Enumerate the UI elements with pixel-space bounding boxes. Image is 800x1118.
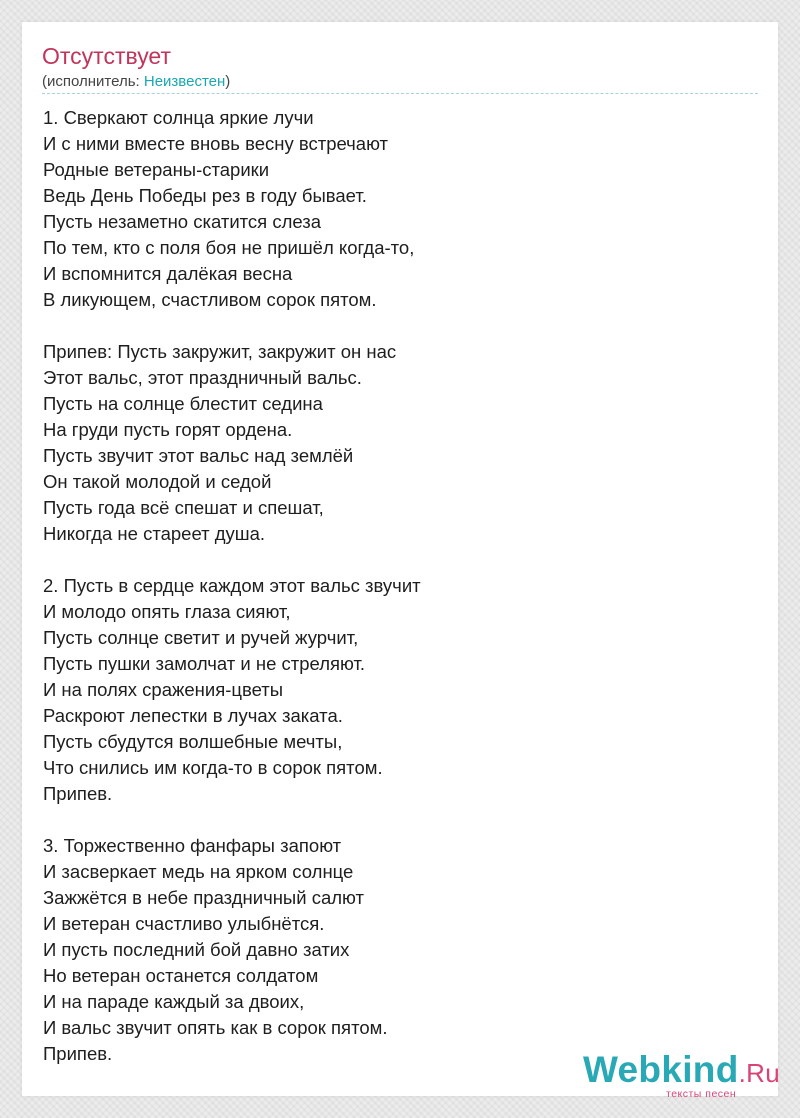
lyric-line: И пусть последний бой давно затих — [43, 939, 350, 960]
verse — [43, 339, 421, 547]
lyric-line: И молодо опять глаза сияют, — [43, 601, 291, 622]
artist-link[interactable]: Неизвестен — [143, 73, 226, 90]
verse — [43, 573, 421, 807]
lyric-line: Никогда не стареет душа. — [43, 523, 266, 544]
logo-name: Webkind — [583, 1049, 739, 1090]
site-logo[interactable] — [583, 1049, 780, 1100]
lyric-line: Что снились им когда-то в сорок пятом. — [43, 757, 383, 778]
lyric-line: И вспомнится далёкая весна — [43, 263, 293, 284]
lyric-line: И вальс звучит опять как в сорок пятом. — [43, 1017, 388, 1038]
divider — [42, 93, 758, 94]
lyric-line: Припев: Пусть закружит, закружит он нас — [43, 341, 397, 362]
lyric-line: Родные ветераны-старики — [43, 159, 270, 180]
lyrics-card — [22, 22, 780, 1100]
logo-tld: .Ru — [738, 1058, 780, 1088]
lyric-line: Пусть сбудутся волшебные мечты, — [43, 731, 343, 752]
logo-tagline: тексты песен — [666, 1088, 737, 1100]
lyric-line: 1. Сверкают солнца яркие лучи — [43, 107, 314, 128]
lyric-line: В ликующем, счастливом сорок пятом. — [43, 289, 377, 310]
lyric-line: По тем, кто с поля боя не пришёл когда-то, — [43, 237, 415, 258]
lyric-line: И на полях сражения-цветы — [43, 679, 284, 700]
lyric-line: На груди пусть горят ордена. — [43, 419, 293, 440]
lyric-line: Он такой молодой и седой — [43, 471, 272, 492]
lyric-line: Но ветеран останется солдатом — [43, 965, 319, 986]
lyric-line: Пусть на солнце блестит седина — [43, 393, 323, 414]
lyric-line: Этот вальс, этот праздничный вальс. — [43, 367, 362, 388]
lyric-line: И на параде каждый за двоих, — [43, 991, 305, 1012]
lyric-line: Пусть звучит этот вальс над землёй — [43, 445, 354, 466]
verse — [43, 105, 421, 313]
artist-line — [42, 73, 230, 91]
verse — [43, 833, 421, 1067]
artist-prefix: (исполнитель: — [42, 73, 144, 90]
lyric-line: Пусть незаметно скатится слеза — [43, 211, 322, 232]
lyric-line: И ветеран счастливо улыбнётся. — [43, 913, 325, 934]
lyric-line: Раскроют лепестки в лучах заката. — [43, 705, 343, 726]
lyric-line: 3. Торжественно фанфары запоют — [43, 835, 342, 856]
song-title: Отсутствует — [42, 43, 171, 69]
artist-suffix: ) — [225, 73, 231, 90]
lyric-line: Припев. — [43, 1043, 113, 1064]
lyric-line: Пусть солнце светит и ручей журчит, — [43, 627, 359, 648]
lyric-line: И с ними вместе вновь весну встречают — [43, 133, 389, 154]
lyric-line: Припев. — [43, 783, 113, 804]
lyric-line: Пусть года всё спешат и спешат, — [43, 497, 324, 518]
lyric-line: 2. Пусть в сердце каждом этот вальс звучит — [43, 575, 421, 596]
lyric-line: Ведь День Победы рез в году бывает. — [43, 185, 367, 206]
lyric-line: Зажжётся в небе праздничный салют — [43, 887, 364, 908]
lyric-line: И засверкает медь на ярком солнце — [43, 861, 354, 882]
lyrics-body — [43, 105, 421, 1093]
lyric-line: Пусть пушки замолчат и не стреляют. — [43, 653, 366, 674]
